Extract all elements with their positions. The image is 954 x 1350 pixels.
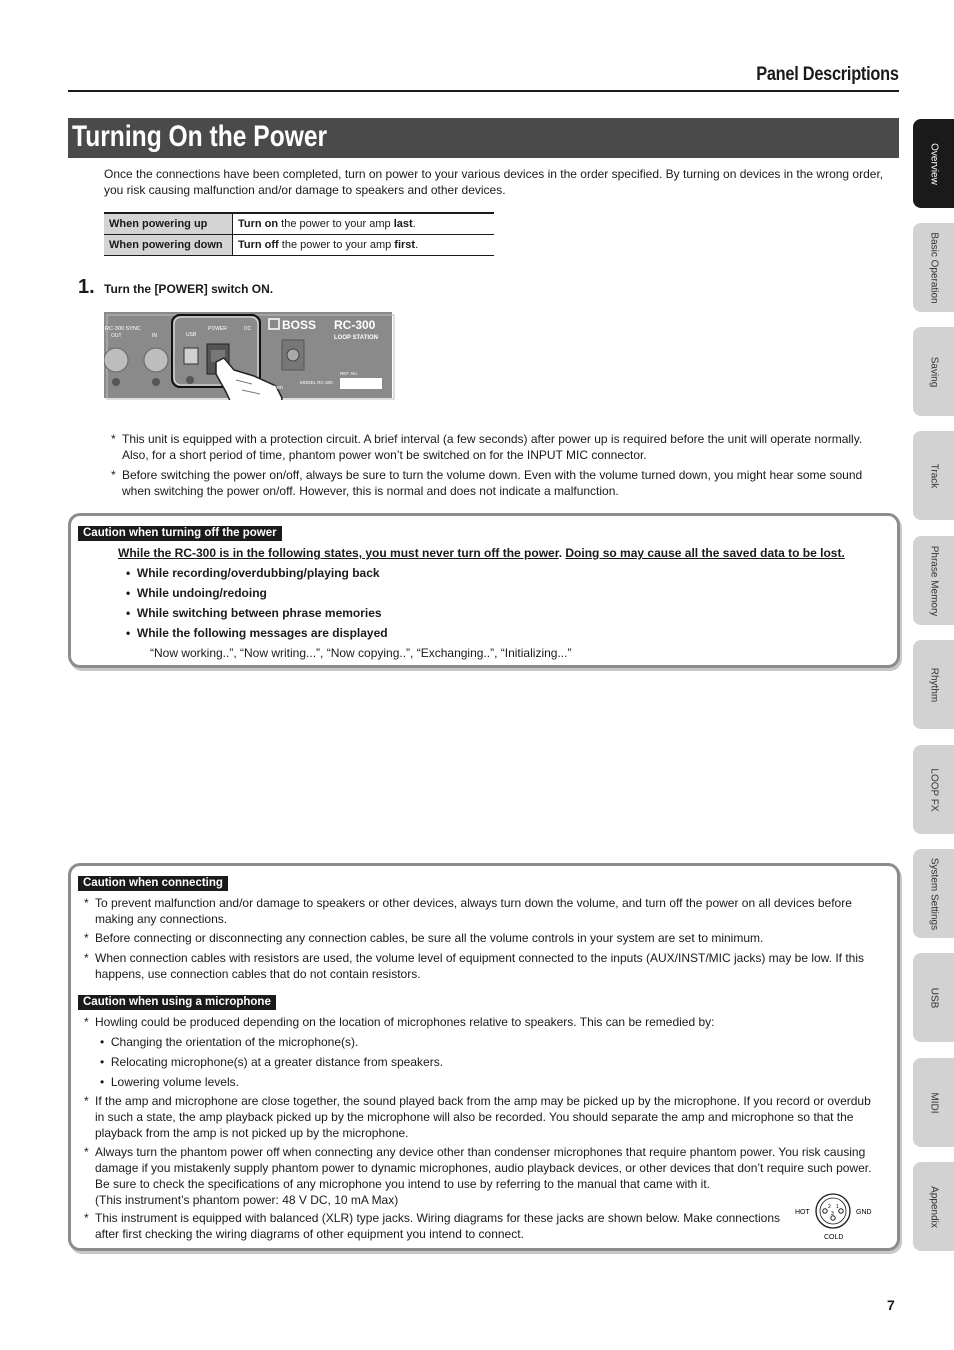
loop-station-label: LOOP STATION: [334, 335, 379, 341]
tab-phrase-memory[interactable]: Phrase Memory: [913, 536, 954, 625]
tab-basic-operation[interactable]: Basic Operation: [913, 223, 954, 312]
intro-line: you risk causing malfunction and/or damage to speakers and other devices.: [104, 183, 506, 197]
list-item: • Lowering volume levels.: [100, 1075, 239, 1089]
page-number: 7: [887, 1297, 895, 1313]
note-item: * Before connecting or disconnecting any connection cables, be sure all the volume controls in your system are set to minimum.: [84, 931, 764, 945]
tab-track[interactable]: Track: [913, 431, 954, 520]
tab-rhythm[interactable]: Rhythm: [913, 640, 954, 729]
dc-label: DC: [244, 326, 252, 332]
title-bar: [68, 118, 899, 158]
table-label: When powering up: [104, 213, 233, 235]
pin-label: 2: [828, 1204, 831, 1210]
midi-out-jack: [104, 348, 128, 372]
list-item: • While recording/overdubbing/playing back: [126, 566, 380, 580]
tab-system-settings[interactable]: System Settings: [913, 849, 954, 938]
note-item: * Howling could be produced depending on the location of microphones relative to speakers. This can be remedied by:: [84, 1015, 715, 1029]
section-title: Panel Descriptions: [756, 64, 899, 85]
in-label: IN: [152, 333, 157, 339]
table-row: [104, 213, 494, 235]
cold-label: COLD: [824, 1234, 844, 1241]
gnd-label: GND: [856, 1209, 872, 1216]
note-item: * This instrument is equipped with balanced (XLR) type jacks. Wiring diagrams for these jacks are shown below. Make connections after first checking the wiring diagrams of other equipment you intend to connect.: [84, 1211, 780, 1241]
caution-connecting-heading: Caution when connecting: [78, 876, 228, 891]
note-item: * If the amp and microphone are close together, the sound played back from the amp may be picked up by the microphone. If you record or overdub in such a state, the amp playback picked up by the microphone will also be recorded. You should separate the amp and microphone so that the playback from the amp is not picked up by the microphone.: [84, 1094, 871, 1140]
intro-paragraph: [104, 166, 883, 198]
usb-label: USB: [186, 332, 197, 338]
tab-saving[interactable]: Saving: [913, 327, 954, 416]
list-item: • While undoing/redoing: [126, 586, 267, 600]
step-number: 1.: [78, 276, 95, 298]
step-instruction: Turn the [POWER] switch ON.: [104, 282, 274, 296]
sync-label: RC-300 SYNC: [105, 326, 141, 332]
screw: [152, 378, 160, 386]
rc300-rear-panel-illustration: [104, 310, 396, 400]
out-label: OUT: [111, 333, 122, 339]
caution-power-warning: While the RC-300 is in the following states, you must never turn off the power. Doing so may cause all the saved data to be lost.: [118, 546, 845, 560]
usb-port: [184, 348, 198, 364]
intro-line: Once the connections have been completed, turn on power to your various devices in the order specified. By turning on devices in the wrong order,: [104, 167, 884, 181]
note-item: * To prevent malfunction and/or damage to speakers or other devices, always turn down the volume, and turn off the power on all devices before making any connections.: [84, 896, 852, 926]
model-plate: MODEL RC-300: [300, 380, 333, 385]
list-item: • While the following messages are displayed: [126, 626, 388, 640]
model-logo: RC-300: [334, 318, 376, 332]
table-row: [104, 235, 494, 256]
serial-plate: [340, 378, 382, 389]
ref-label: REF. No.: [340, 371, 359, 376]
pin-label: 3: [831, 1211, 834, 1217]
brand-logo: BOSS: [282, 318, 317, 332]
note-item: * Before switching the power on/off, always be sure to turn the volume down. Even with the volume turned down, you might hear some sound when switching the power on/off. However, this is normal and does not indicate a malfunction.: [111, 468, 863, 498]
tab-usb[interactable]: USB: [913, 953, 954, 1042]
pin-label: 1: [836, 1204, 839, 1210]
caution-power-heading: Caution when turning off the power: [78, 526, 282, 541]
screw: [112, 378, 120, 386]
midi-in-jack: [144, 348, 168, 372]
corporation-label: oration: [266, 385, 283, 391]
list-item: • While switching between phrase memories: [126, 606, 382, 620]
note-item: * This unit is equipped with a protection circuit. A brief interval (a few seconds) after power up is required before the unit will operate normally. Also, for a short period of time, phantom power won’t be switched on for the INPUT MIC connector.: [111, 432, 863, 462]
page-title: Turning On the Power: [72, 120, 328, 153]
hot-label: HOT: [795, 1209, 810, 1216]
power-order-table: [104, 212, 494, 256]
power-label: POWER: [208, 326, 227, 332]
table-value: Turn off the power to your amp first.: [233, 235, 495, 256]
xlr-wiring-diagram: [792, 1192, 878, 1242]
tab-loop-fx[interactable]: LOOP FX: [913, 745, 954, 834]
message-list: “Now working..”, “Now writing...”, “Now copying..”, “Exchanging..”, “Initializing...”: [150, 646, 572, 660]
table-value: Turn on the power to your amp last.: [233, 213, 495, 235]
note-item: * When connection cables with resistors are used, the volume level of equipment connected to the inputs (AUX/INST/MIC jacks) may be low. If this happens, use connection cables that do not contain resistors.: [84, 951, 865, 981]
caution-microphone-heading: Caution when using a microphone: [78, 995, 276, 1010]
tab-appendix[interactable]: Appendix: [913, 1162, 954, 1251]
list-item: • Changing the orientation of the microphone(s).: [100, 1035, 359, 1049]
note-item: * Always turn the phantom power off when connecting any device other than condenser microphones that require phantom power. You risk causing damage if you mistakenly supply phantom power to dynamic microphones, audio playback devices, or other devices that don’t require such power. Be sure to check the specifications of any microphone you intend to use by referring to the manual that came with it. (This instrument’s phantom power: 48 V DC, 10 mA Max): [84, 1145, 872, 1207]
tab-midi[interactable]: MIDI: [913, 1058, 954, 1147]
list-item: • Relocating microphone(s) at a greater distance from speakers.: [100, 1055, 444, 1069]
tab-overview[interactable]: Overview: [913, 119, 954, 208]
header-rule: [68, 90, 899, 92]
table-label: When powering down: [104, 235, 233, 256]
